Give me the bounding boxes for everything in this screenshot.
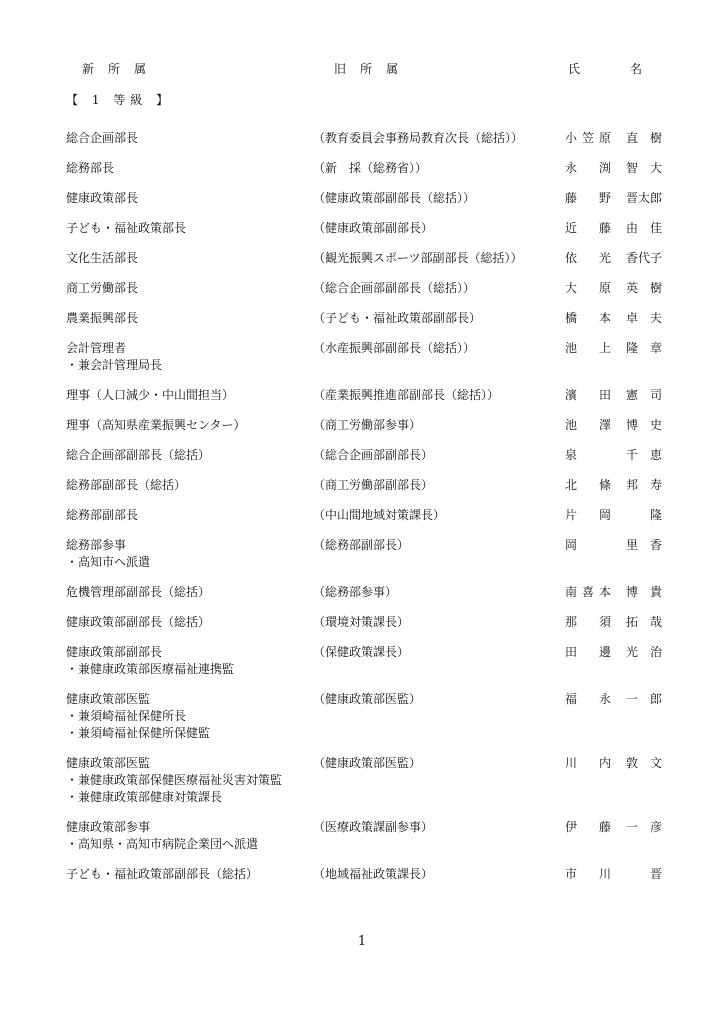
surname: 藤 野 xyxy=(565,191,611,205)
new-post-title: 総合企画部副部長（総括） xyxy=(66,448,211,462)
given-name: 智 大 xyxy=(626,161,662,175)
given-name: 香 代 子 xyxy=(626,251,663,265)
given-name: 一 郎 xyxy=(626,692,662,706)
new-post-title: 商工労働部長 xyxy=(66,281,139,295)
new-post-title: 文化生活部長 xyxy=(66,251,139,265)
concurrent-post: ・兼健康政策部健康対策課長 xyxy=(66,790,223,804)
given-name: 博 史 xyxy=(626,418,662,432)
old-post: （商工労働部副部長） xyxy=(313,478,434,492)
given-name: 里 香 xyxy=(626,538,662,552)
given-name: 一 彦 xyxy=(626,820,662,834)
old-post: （環境対策課長） xyxy=(313,615,410,629)
surname: 南 喜 本 xyxy=(565,585,611,599)
old-post: （保健政策課長） xyxy=(313,645,410,659)
new-post xyxy=(66,220,306,237)
surname: 小 笠 原 xyxy=(565,131,611,145)
header-name: 氏 名 xyxy=(568,62,643,76)
old-post: （総合企画部副部長） xyxy=(313,448,434,462)
new-post-title: 健康政策部副部長 xyxy=(66,645,163,659)
new-post-title: 総合企画部長 xyxy=(66,131,139,145)
surname: 福 永 xyxy=(565,692,611,706)
new-post-title: 危機管理部副部長（総括） xyxy=(66,585,211,599)
new-post xyxy=(66,280,306,297)
surname: 池 上 xyxy=(565,341,611,355)
old-post: （子ども・福祉政策部副部長） xyxy=(313,311,482,325)
new-post xyxy=(66,507,306,524)
given-name: 隆 章 xyxy=(626,341,662,355)
new-post-title: 健康政策部参事 xyxy=(66,820,151,834)
old-post: （中山間地域対策課長） xyxy=(313,508,446,522)
new-post xyxy=(66,310,306,327)
new-post-title: 総務部参事 xyxy=(66,538,127,552)
new-post-title: 理事（人口減少・中山間担当） xyxy=(66,388,235,402)
new-post-title: 総務部副部長 xyxy=(66,508,139,522)
new-post xyxy=(66,387,306,404)
given-name: 晋 太 郎 xyxy=(626,191,663,205)
given-name: 敦 文 xyxy=(626,756,662,770)
new-post xyxy=(66,340,306,374)
given-name: 憲 司 xyxy=(626,388,662,402)
given-name: 光 治 xyxy=(626,645,662,659)
surname: 池 澤 xyxy=(565,418,611,432)
concurrent-post: ・高知県・高知市病院企業団へ派遣 xyxy=(66,837,259,851)
surname: 大 原 xyxy=(565,281,611,295)
given-name: 晋 xyxy=(649,867,662,881)
new-post xyxy=(66,614,306,631)
old-post: （健康政策部医監） xyxy=(313,756,422,770)
concurrent-post: ・兼健康政策部医療福祉連携監 xyxy=(66,662,235,676)
new-post xyxy=(66,250,306,267)
header-old-post: 旧所属 xyxy=(334,62,413,76)
new-post xyxy=(66,190,306,207)
new-post-title: 子ども・福祉政策部副部長（総括） xyxy=(66,867,259,881)
old-post: （新 採（総務省）） xyxy=(313,161,428,175)
new-post xyxy=(66,417,306,434)
new-post xyxy=(66,537,306,571)
surname: 濱 田 xyxy=(565,388,611,402)
new-post xyxy=(66,447,306,464)
new-post-title: 健康政策部医監 xyxy=(66,692,151,706)
given-name: 英 樹 xyxy=(626,281,662,295)
old-post: （健康政策部医監） xyxy=(313,692,422,706)
surname: 市 川 xyxy=(565,867,611,881)
new-post xyxy=(66,819,306,853)
old-post: （地域福祉政策課長） xyxy=(313,867,434,881)
old-post: （水産振興部副部長（総括）） xyxy=(313,341,476,355)
old-post: （教育委員会事務局教育次長（総括）） xyxy=(313,131,524,145)
new-post-title: 総務部長 xyxy=(66,161,115,175)
new-post-title: 理事（高知県産業振興センター） xyxy=(66,418,246,432)
old-post: （総合企画部副部長（総括）） xyxy=(313,281,476,295)
old-post: （商工労働部参事） xyxy=(313,418,422,432)
new-post xyxy=(66,584,306,601)
surname: 橋 本 xyxy=(565,311,611,325)
new-post xyxy=(66,477,306,494)
new-post xyxy=(66,644,306,678)
new-post-title: 健康政策部医監 xyxy=(66,756,151,770)
new-post xyxy=(66,691,306,742)
new-post-title: 健康政策部副部長（総括） xyxy=(66,615,211,629)
given-name: 直 樹 xyxy=(626,131,662,145)
surname: 永 渕 xyxy=(565,161,611,175)
old-post: （産業振興推進部副部長（総括）） xyxy=(313,388,500,402)
surname: 伊 藤 xyxy=(565,820,611,834)
old-post: （総務部副部長） xyxy=(313,538,410,552)
concurrent-post: ・高知市へ派遣 xyxy=(66,555,151,569)
given-name: 由 佳 xyxy=(626,221,662,235)
header-new-post: 新所属 xyxy=(82,62,161,76)
page-number: 1 xyxy=(357,934,367,949)
given-name: 隆 xyxy=(649,508,662,522)
surname: 近 藤 xyxy=(565,221,611,235)
new-post-title: 総務部副部長（総括） xyxy=(66,478,187,492)
old-post: （健康政策部副部長） xyxy=(313,221,434,235)
grade-label: 【 1 等級 】 xyxy=(66,93,174,107)
surname: 泉 xyxy=(565,448,578,462)
new-post xyxy=(66,160,306,177)
concurrent-post: ・兼会計管理局長 xyxy=(66,358,163,372)
new-post xyxy=(66,866,306,883)
old-post: （総務部参事） xyxy=(313,585,398,599)
surname: 片 岡 xyxy=(565,508,611,522)
surname: 岡 xyxy=(565,538,578,552)
old-post: （健康政策部副部長（総括）） xyxy=(313,191,476,205)
new-post-title: 子ども・福祉政策部長 xyxy=(66,221,187,235)
surname: 依 光 xyxy=(565,251,611,265)
given-name: 拓 哉 xyxy=(626,615,662,629)
new-post-title: 健康政策部長 xyxy=(66,191,139,205)
surname: 川 内 xyxy=(565,756,611,770)
new-post xyxy=(66,130,306,147)
old-post: （観光振興スポーツ部副部長（総括）） xyxy=(313,251,523,265)
concurrent-post: ・兼須崎福祉保健所保健監 xyxy=(66,726,211,740)
column-header-row xyxy=(0,60,724,78)
new-post-title: 会計管理者 xyxy=(66,341,127,355)
new-post xyxy=(66,755,306,806)
surname: 那 須 xyxy=(565,615,611,629)
surname: 田 邊 xyxy=(565,645,611,659)
old-post: （医療政策課副参事） xyxy=(313,820,434,834)
concurrent-post: ・兼須崎福祉保健所長 xyxy=(66,709,187,723)
new-post-title: 農業振興部長 xyxy=(66,311,139,325)
given-name: 千 恵 xyxy=(626,448,662,462)
surname: 北 條 xyxy=(565,478,611,492)
given-name: 卓 夫 xyxy=(626,311,662,325)
given-name: 博 貴 xyxy=(626,585,662,599)
concurrent-post: ・兼健康政策部保健医療福祉災害対策監 xyxy=(66,773,283,787)
given-name: 邦 寿 xyxy=(626,478,662,492)
